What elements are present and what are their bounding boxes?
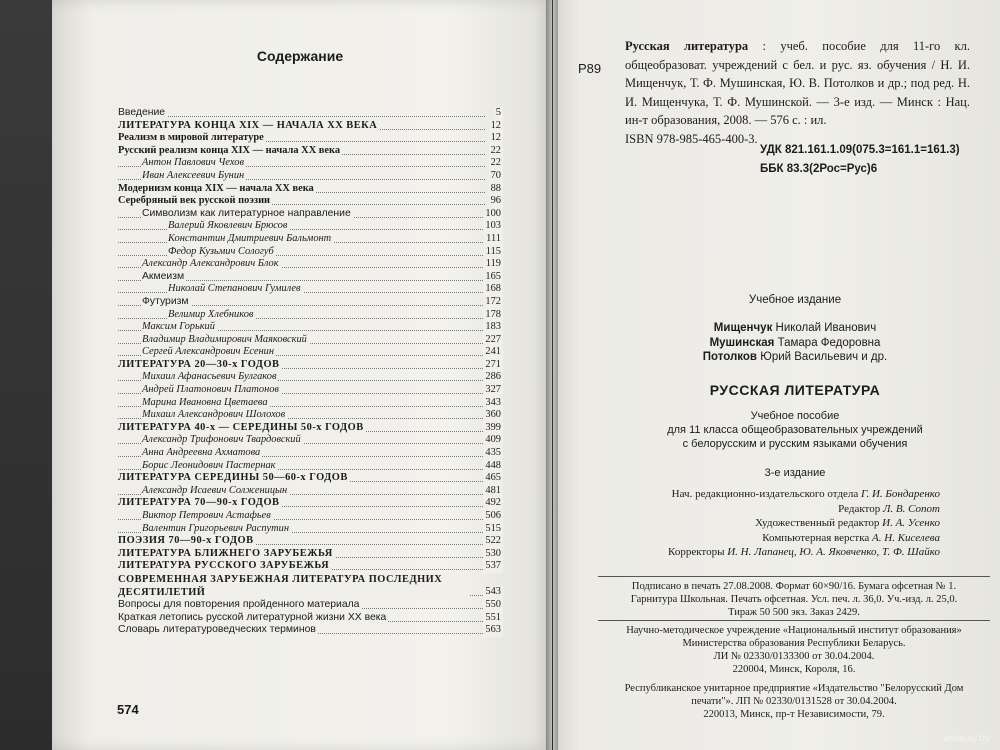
isbn: ISBN 978-985-465-400-3. bbox=[625, 131, 758, 146]
toc-entry bbox=[118, 612, 503, 625]
toc-entry bbox=[118, 384, 503, 397]
toc-entry bbox=[118, 535, 503, 548]
print-details bbox=[598, 580, 990, 619]
toc-entry-page: 115 bbox=[485, 245, 501, 257]
toc-entry-page: 22 bbox=[490, 144, 501, 156]
toc-entry-title: Владимир Владимирович Маяковский bbox=[142, 333, 307, 345]
toc-entry-page: 178 bbox=[485, 308, 501, 320]
toc-entry-title: Символизм как литературное направление bbox=[142, 207, 351, 219]
publisher-info bbox=[598, 624, 990, 676]
toc-entry-page: 227 bbox=[485, 333, 501, 345]
staff-role: Художественный редактор bbox=[755, 517, 883, 529]
author-name: Юрий Васильевич и др. bbox=[757, 351, 888, 363]
toc-entry bbox=[118, 208, 503, 221]
toc-entry bbox=[118, 548, 503, 561]
toc-entry-title: Андрей Платонович Платонов bbox=[142, 384, 279, 396]
toc-entry bbox=[118, 309, 503, 322]
toc-entry bbox=[118, 434, 503, 447]
edition-label: 3-е издание bbox=[764, 467, 826, 479]
toc-entry-page: 241 bbox=[485, 346, 501, 358]
subtitle-line: для 11 класса общеобразовательных учреждений bbox=[667, 424, 923, 436]
toc-entry-title: Словарь литературоведческих терминов bbox=[118, 624, 316, 636]
toc-entry-page: 271 bbox=[485, 358, 501, 370]
toc-entry-title: Николай Степанович Гумилев bbox=[168, 283, 301, 295]
udk-code: УДК 821.161.1.09(075.3=161.1=161.3) bbox=[760, 144, 960, 156]
toc-entry bbox=[118, 624, 503, 637]
printer-line: печати"». ЛП № 02330/0131528 от 30.04.2004. bbox=[691, 696, 897, 707]
toc-entry-title: ЛИТЕРАТУРА 20—30-х ГОДОВ bbox=[118, 358, 280, 370]
toc-entry bbox=[118, 334, 503, 347]
toc-entry-page: 551 bbox=[485, 611, 501, 623]
toc-entry bbox=[118, 497, 503, 510]
toc-entry-page: 172 bbox=[485, 295, 501, 307]
toc-entry-title: Александр Александрович Блок bbox=[142, 258, 279, 270]
toc-entry bbox=[118, 271, 503, 284]
toc-entry-page: 399 bbox=[485, 421, 501, 433]
printer-line: 220013, Минск, пр-т Независимости, 79. bbox=[703, 709, 885, 720]
toc-entry-page: 343 bbox=[485, 396, 501, 408]
classification-codes bbox=[760, 141, 990, 179]
toc-entry-title: ЛИТЕРАТУРА КОНЦА XIX — НАЧАЛА XX ВЕКА bbox=[118, 119, 378, 131]
subtitle-line: с белорусским и русским языками обучения bbox=[682, 438, 908, 450]
toc-entry-title: Александр Трифонович Твардовский bbox=[142, 434, 301, 446]
author-name: Николай Иванович bbox=[772, 322, 877, 334]
toc-entry bbox=[118, 359, 503, 372]
toc-entry-title: Михаил Александрович Шолохов bbox=[142, 409, 286, 421]
print-line: Тираж 50 500 экз. Заказ 2429. bbox=[728, 607, 860, 618]
toc-entry-title: Русский реализм конца XIX — начала XX века bbox=[118, 144, 341, 156]
toc-entry bbox=[118, 523, 503, 536]
author-line bbox=[600, 336, 990, 351]
toc-entry-title: Константин Дмитриевич Бальмонт bbox=[168, 232, 332, 244]
toc-entry-page: 88 bbox=[490, 182, 501, 194]
toc-entry-title: Велимир Хлебников bbox=[168, 308, 254, 320]
author-line bbox=[600, 321, 990, 336]
toc-entry bbox=[118, 346, 503, 359]
printer-info bbox=[598, 682, 990, 721]
toc-entry-page: 5 bbox=[495, 107, 501, 118]
toc-entry bbox=[118, 397, 503, 410]
toc-entry-page: 409 bbox=[485, 434, 501, 446]
toc-entry-title: Борис Леонидович Пастернак bbox=[142, 459, 276, 471]
staff-line bbox=[600, 487, 990, 502]
toc-entry-page: 465 bbox=[485, 472, 501, 484]
toc-entry-page: 481 bbox=[485, 484, 501, 496]
toc-entry-title: Акмеизм bbox=[142, 270, 185, 282]
staff-person: Г. И. Бондаренко bbox=[861, 488, 940, 500]
toc-entry-page: 96 bbox=[490, 195, 501, 207]
staff-list bbox=[600, 487, 990, 560]
toc-entry-title: Анна Андреевна Ахматова bbox=[142, 447, 261, 459]
biblio-text: : учеб. пособие для 11-го кл. общеобразоват. учреждений с бел. и рус. яз. обучения / Н. И. Мищенчук, Т. Ф. Мушинская, Ю. В. Потолков и др.; под ред. Н. И. Мищенчука, Т. Ф. Мушинской. — 3-е изд. — Минск : Нац. ин-т образования, 2008. — 576 с. : ил. bbox=[625, 39, 970, 127]
toc-entry-title: Модернизм конца XIX — начала XX века bbox=[118, 182, 314, 194]
toc-entry-title: Марина Ивановна Цветаева bbox=[142, 396, 268, 408]
author-surname: Потолков bbox=[702, 351, 757, 363]
staff-role: Нач. редакционно-издательского отдела bbox=[671, 488, 862, 500]
toc-entry-page: 103 bbox=[485, 220, 501, 232]
toc-entry-title: Антон Павлович Чехов bbox=[142, 157, 244, 169]
publisher-line: Министерства образования Республики Беларусь. bbox=[682, 638, 906, 649]
subtitle-line: Учебное пособие bbox=[750, 410, 840, 422]
toc-entry-title: Валерий Яковлевич Брюсов bbox=[168, 220, 288, 232]
toc-entry-title: Михаил Афанасьевич Булгаков bbox=[142, 371, 277, 383]
print-line: Гарнитура Школьная. Печать офсетная. Усл. печ. л. 36,0. Уч.-изд. л. 25,0. bbox=[630, 594, 958, 605]
author-surname: Мищенчук bbox=[713, 322, 773, 334]
toc-entry-page: 492 bbox=[485, 497, 501, 509]
toc-entry bbox=[118, 460, 503, 473]
toc-entry bbox=[118, 220, 503, 233]
toc-title: Содержание bbox=[256, 48, 344, 64]
toc-entry-page: 550 bbox=[485, 598, 501, 610]
biblio-title: Русская литература bbox=[625, 39, 749, 53]
staff-role: Корректоры bbox=[668, 546, 728, 558]
toc-entry bbox=[118, 409, 503, 422]
toc-entry-title: Введение bbox=[118, 107, 166, 118]
toc-entry bbox=[118, 560, 503, 573]
bibliographic-record bbox=[625, 37, 970, 148]
toc-entry-title: Федор Кузьмич Сологуб bbox=[168, 245, 274, 257]
toc-entry bbox=[118, 195, 503, 208]
toc-entry-page: 530 bbox=[485, 547, 501, 559]
toc-entry-title: Максим Горький bbox=[142, 321, 215, 333]
toc-entry-page: 563 bbox=[485, 624, 501, 636]
toc-entry bbox=[118, 573, 503, 599]
staff-role: Компьютерная верстка bbox=[762, 531, 873, 544]
toc-entry-page: 543 bbox=[485, 585, 501, 597]
toc-entry bbox=[118, 183, 503, 196]
toc-entry-title: Реализм в мировой литературе bbox=[118, 132, 264, 144]
toc-entry-title: Серебряный век русской поэзии bbox=[118, 195, 271, 207]
table-of-contents bbox=[118, 107, 503, 637]
toc-entry bbox=[118, 321, 503, 334]
toc-entry-title: ЛИТЕРАТУРА 40-х — СЕРЕДИНЫ 50-х ГОДОВ bbox=[118, 421, 364, 433]
divider bbox=[598, 576, 990, 577]
toc-entry bbox=[118, 447, 503, 460]
toc-entry bbox=[118, 170, 503, 183]
toc-entry-title: ЛИТЕРАТУРА БЛИЖНЕГО ЗАРУБЕЖЬЯ bbox=[118, 547, 333, 559]
toc-entry-page: 165 bbox=[485, 270, 501, 282]
edition-type: Учебное издание bbox=[748, 294, 842, 306]
author-line bbox=[600, 350, 990, 365]
staff-person: Л. В. Сопот bbox=[882, 502, 940, 515]
toc-entry-page: 12 bbox=[490, 132, 501, 144]
toc-entry bbox=[118, 233, 503, 246]
printer-line: Республиканское унитарное предприятие «Издательство "Белорусский Дом bbox=[624, 683, 964, 694]
toc-entry-page: 22 bbox=[490, 157, 501, 169]
toc-entry bbox=[118, 422, 503, 435]
toc-entry-title: Валентин Григорьевич Распутин bbox=[142, 522, 290, 534]
toc-entry-page: 119 bbox=[485, 258, 501, 270]
staff-person: И. Н. Лапанец, Ю. А. Яковченко, Т. Ф. Шайко bbox=[727, 546, 940, 558]
toc-entry-page: 100 bbox=[485, 207, 501, 219]
watermark: www.ay.by bbox=[942, 733, 990, 744]
toc-leader bbox=[118, 115, 485, 117]
staff-person: А. Н. Киселева bbox=[872, 531, 940, 544]
toc-entry bbox=[118, 599, 503, 612]
toc-entry bbox=[118, 296, 503, 309]
toc-entry-page: 522 bbox=[485, 535, 501, 547]
toc-entry-page: 327 bbox=[485, 384, 501, 396]
staff-line bbox=[600, 531, 990, 546]
publisher-line: ЛИ № 02330/0133300 от 30.04.2004. bbox=[713, 651, 875, 662]
toc-entry-title: ПОЭЗИЯ 70—90-х ГОДОВ bbox=[118, 535, 254, 547]
divider bbox=[598, 620, 990, 621]
staff-role: Редактор bbox=[838, 502, 883, 515]
publisher-line: 220004, Минск, Короля, 16. bbox=[732, 664, 856, 675]
toc-entry-page: 168 bbox=[485, 283, 501, 295]
author-surname: Мушинская bbox=[709, 336, 775, 349]
page-number: 574 bbox=[117, 702, 139, 717]
index-code: Р89 bbox=[578, 61, 602, 76]
toc-entry-page: 286 bbox=[485, 371, 501, 383]
toc-entry-title: Вопросы для повторения пройденного материала bbox=[118, 598, 360, 610]
toc-entry-page: 448 bbox=[485, 459, 501, 471]
toc-entry bbox=[118, 485, 503, 498]
toc-entry-page: 12 bbox=[490, 119, 501, 131]
toc-entry-title: Сергей Александрович Есенин bbox=[142, 346, 275, 358]
toc-entry bbox=[118, 120, 503, 133]
toc-entry-page: 111 bbox=[486, 232, 501, 244]
toc-entry bbox=[118, 283, 503, 296]
toc-entry-page: 506 bbox=[485, 510, 501, 521]
toc-entry-title: СОВРЕМЕННАЯ ЗАРУБЕЖНАЯ ЛИТЕРАТУРА ПОСЛЕДНИХ ДЕСЯТИЛЕТИЙ bbox=[118, 573, 470, 599]
toc-entry bbox=[118, 258, 503, 271]
print-line: Подписано в печать 27.08.2008. Формат 60×90/16. Бумага офсетная № 1. bbox=[631, 581, 957, 592]
toc-entry bbox=[118, 132, 503, 145]
toc-entry-title: ЛИТЕРАТУРА РУССКОГО ЗАРУБЕЖЬЯ bbox=[118, 560, 330, 572]
toc-entry-title: Виктор Петрович Астафьев bbox=[142, 510, 271, 521]
staff-person: И. А. Усенко bbox=[882, 517, 940, 529]
toc-entry bbox=[118, 246, 503, 259]
toc-entry bbox=[118, 145, 503, 158]
toc-entry-page: 515 bbox=[485, 522, 501, 534]
authors-list bbox=[600, 321, 990, 365]
toc-entry bbox=[118, 472, 503, 485]
toc-entry-title: Александр Исаевич Солженицын bbox=[142, 484, 288, 496]
staff-line bbox=[600, 545, 990, 560]
toc-entry bbox=[118, 107, 503, 120]
toc-entry-page: 360 bbox=[485, 409, 501, 421]
author-name: Тамара Федоровна bbox=[774, 336, 881, 349]
toc-entry-title: Иван Алексеевич Бунин bbox=[142, 169, 245, 181]
toc-entry-title: Футуризм bbox=[142, 295, 189, 307]
toc-entry-page: 70 bbox=[490, 169, 501, 181]
staff-line bbox=[600, 502, 990, 517]
toc-entry-title: Краткая летопись русской литературной жизни XX века bbox=[118, 611, 387, 623]
toc-entry-page: 183 bbox=[485, 321, 501, 333]
book-gutter bbox=[546, 0, 558, 750]
toc-entry bbox=[118, 510, 503, 523]
publisher-line: Научно-методическое учреждение «Национальный институт образования» bbox=[626, 625, 962, 636]
toc-entry-page: 537 bbox=[485, 560, 501, 572]
book-subtitle bbox=[600, 409, 990, 451]
book-title: РУССКАЯ ЛИТЕРАТУРА bbox=[709, 382, 881, 398]
toc-entry bbox=[118, 157, 503, 170]
toc-entry-title: ЛИТЕРАТУРА СЕРЕДИНЫ 50—60-х ГОДОВ bbox=[118, 472, 348, 484]
toc-entry bbox=[118, 371, 503, 384]
toc-entry-title: ЛИТЕРАТУРА 70—90-х ГОДОВ bbox=[118, 497, 280, 509]
staff-line bbox=[600, 516, 990, 531]
toc-entry-page: 435 bbox=[485, 447, 501, 459]
bbk-code: ББК 83.3(2Рос=Рус)6 bbox=[760, 163, 878, 175]
